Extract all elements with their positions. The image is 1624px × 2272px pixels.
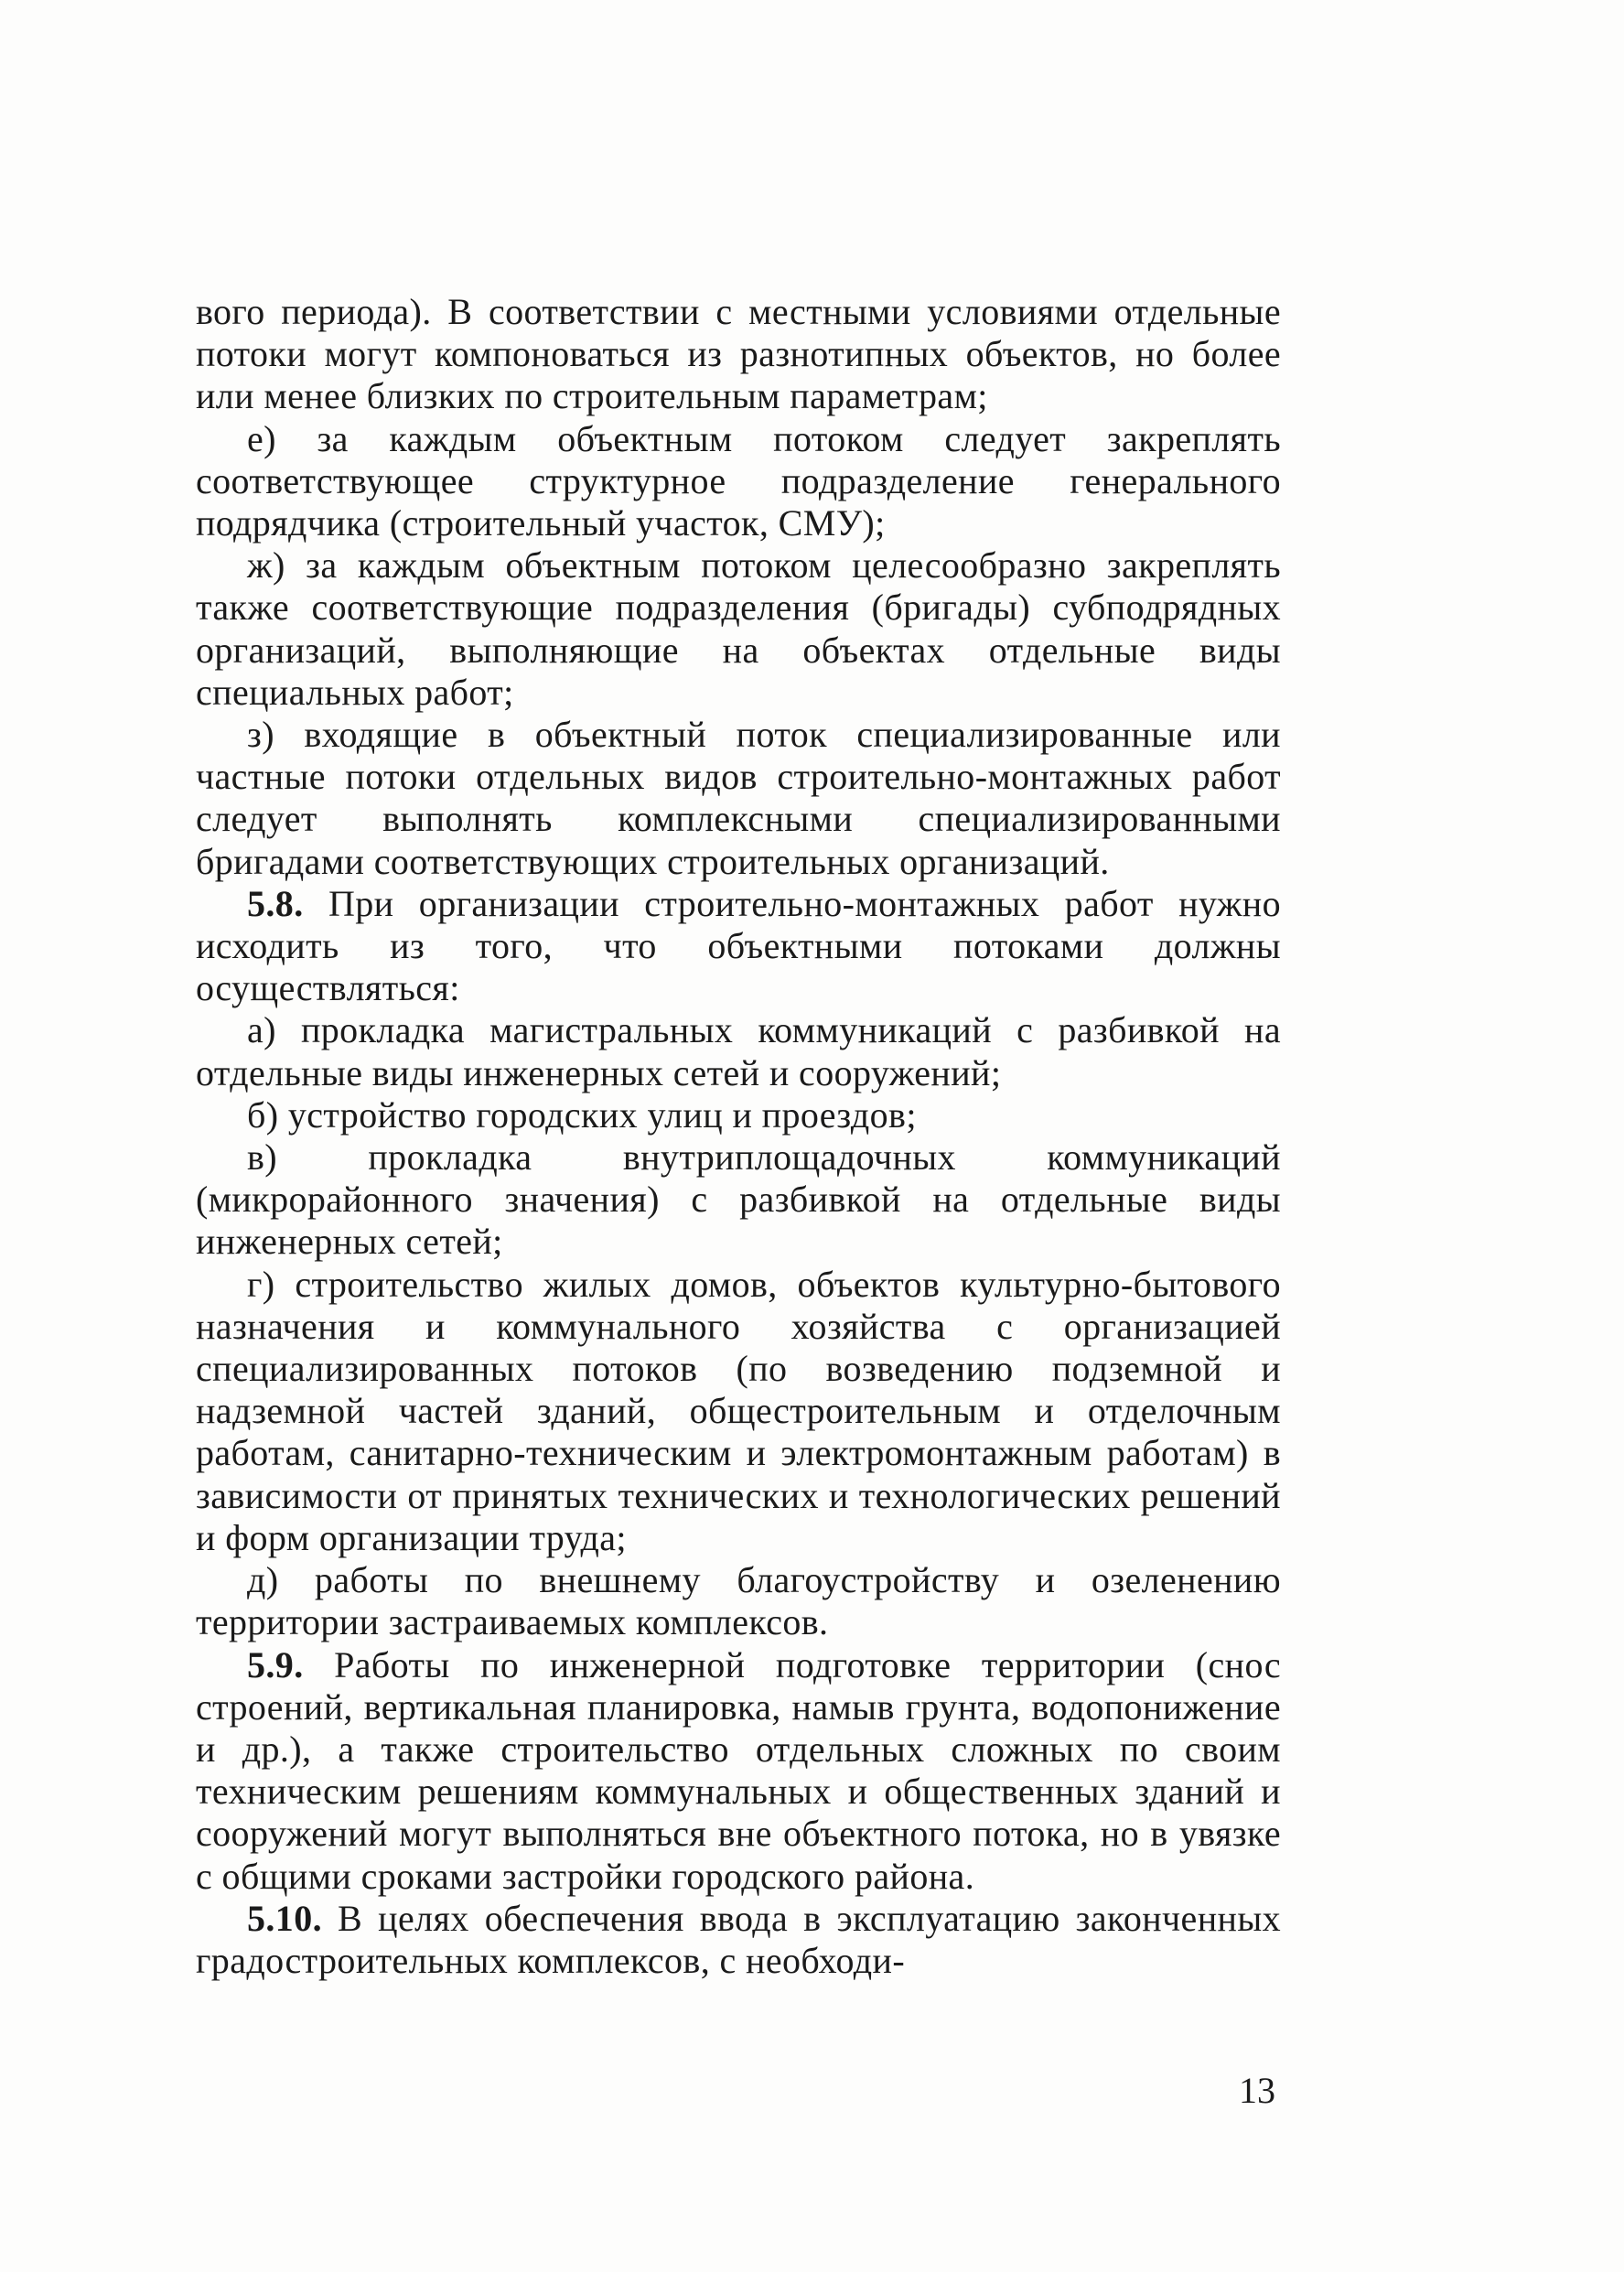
paragraph-text: вого периода). В соответствии с местными условиями отдельные потоки могут компоноваться из разнотипных объектов, но более или менее близких по строительным параметрам; xyxy=(196,291,1281,417)
paragraph-text: Работы по инженерной подготовке территории (снос строений, вертикальная планировка, намыв грунта, водопонижение и др.), а также строительство отдельных сложных по своим техническим решениям коммунальных и общественных зданий и сооружений могут выполняться вне объектного потока, но в увязке с общими сроками застройки городского района. xyxy=(196,1643,1281,1897)
section-number: 5.9. xyxy=(247,1643,304,1685)
paragraph-g xyxy=(196,1264,1281,1559)
paragraph-text: г) строительство жилых домов, объектов культурно-бытового назначения и коммунального хозяйства с организацией специализированных потоков (по возведению подземной и надземной частей зданий, общестроительным и отделочным работам, санитарно-техническим и электромонтажным работам) в зависимости от принятых технических и технологических решений и форм организации труда; xyxy=(196,1263,1281,1558)
paragraph-d xyxy=(196,1559,1281,1643)
paragraph-text: в) прокладка внутриплощадочных коммуникаций (микрорайонного значения) с разбивкой на отдельные виды инженерных сетей; xyxy=(196,1136,1281,1263)
paragraph-b xyxy=(196,1094,1281,1136)
page-number: 13 xyxy=(1239,2070,1275,2111)
paragraph-z xyxy=(196,714,1281,883)
paragraph-text: а) прокладка магистральных коммуникаций с разбивкой на отдельные виды инженерных сетей и сооружений; xyxy=(196,1009,1281,1093)
paragraph-text: б) устройство городских улиц и проездов; xyxy=(247,1093,917,1136)
paragraph-5-8 xyxy=(196,883,1281,1010)
paragraph-text: з) входящие в объектный поток специализированные или частные потоки отдельных видов строительно-монтажных работ следует выполнять комплексными специализированными бригадами соответствующих строительных организаций. xyxy=(196,714,1281,882)
paragraph-text: д) работы по внешнему благоустройству и озеленению территории застраиваемых комплексов. xyxy=(196,1559,1281,1643)
paragraph-cont xyxy=(196,291,1281,418)
paragraph-text: В целях обеспечения ввода в эксплуатацию законченных градостроительных комплексов, с необходи- xyxy=(196,1897,1281,1981)
paragraph-v xyxy=(196,1136,1281,1264)
body-text xyxy=(196,291,1281,1982)
paragraph-5-10 xyxy=(196,1898,1281,1982)
paragraph-a xyxy=(196,1009,1281,1093)
paragraph-zh xyxy=(196,544,1281,714)
paragraph-text: е) за каждым объектным потоком следует закреплять соответствующее структурное подразделение генерального подрядчика (строительный участок, СМУ); xyxy=(196,417,1281,544)
paragraph-text: ж) за каждым объектным потоком целесообразно закреплять также соответствующие подразделения (бригады) субподрядных организаций, выполняющие на объектах отдельные виды специальных работ; xyxy=(196,544,1281,713)
paragraph-e xyxy=(196,418,1281,545)
paragraph-5-9 xyxy=(196,1644,1281,1898)
paragraph-text: При организации строительно-монтажных работ нужно исходить из того, что объектными потоками должны осуществляться: xyxy=(196,882,1281,1009)
section-number: 5.10. xyxy=(247,1897,322,1939)
section-number: 5.8. xyxy=(247,882,304,924)
